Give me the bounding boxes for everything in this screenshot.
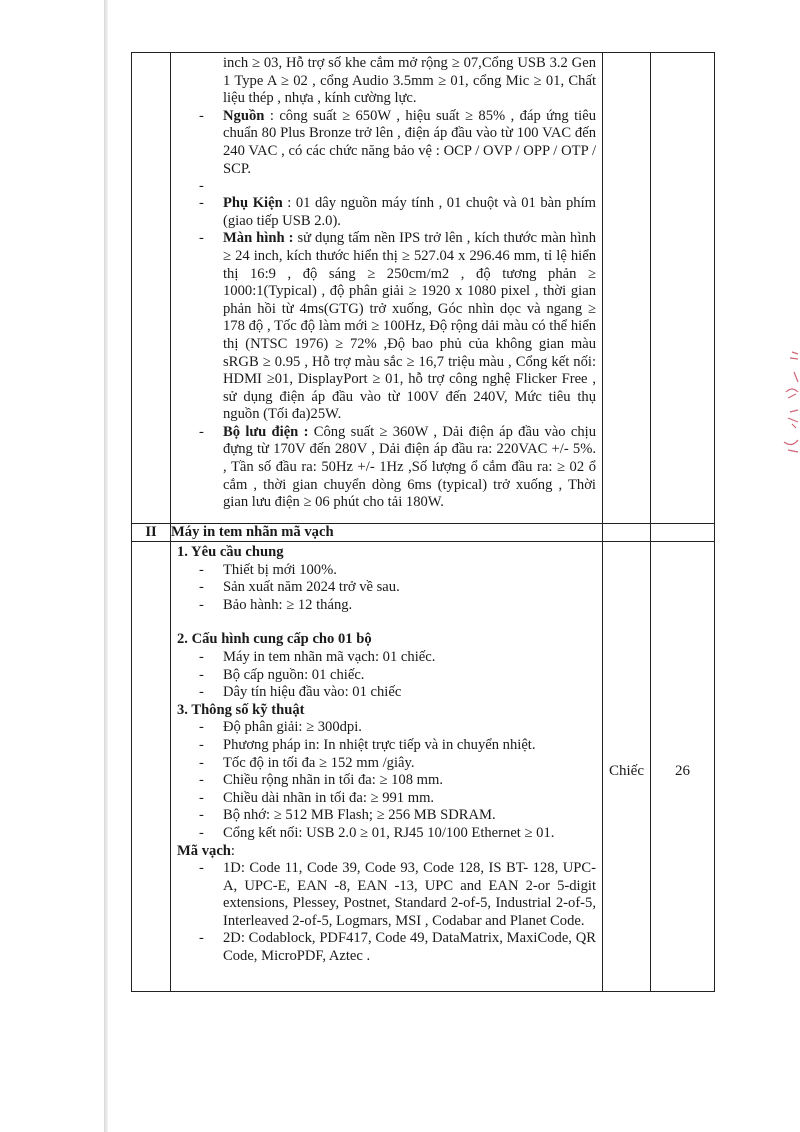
list-item: - Sản xuất năm 2024 trở về sau. bbox=[177, 579, 596, 597]
description-cell bbox=[171, 53, 603, 524]
description-cell bbox=[171, 542, 603, 992]
item-label: Nguồn bbox=[223, 107, 265, 124]
barcode-heading: Mã vạch bbox=[177, 842, 231, 859]
item-text: công suất ≥ 650W , hiệu suất ≥ 85% , đáp ứng tiêu chuẩn 80 Plus Bronze trở lên , điện áp đầu vào từ 100 VAC đến 240 VAC , có các chức năng bảo vệ : OCP / OVP / OPP / OTP / SCP. bbox=[223, 107, 596, 177]
list-item: - Thiết bị mới 100%. bbox=[177, 562, 596, 580]
item-text: sử dụng tấm nền IPS trở lên , kích thước màn hình ≥ 24 inch, kích thước hiển thị ≥ 527.04 x 296.46 mm, tỉ lệ hiển thị 16:9 , độ sáng ≥ 250cm/m2 , độ tương phản ≥ 1000:1(Typical) , độ phân giải ≥ 1920 x 1080 pixel , thời gian phản hồi từ 4ms(GTG) trở xuống, Góc nhìn dọc và ngang ≥ 178 độ , Tốc độ làm mới ≥ 100Hz, Độ rộng dải màu có thể hiển thị (NTSC 1976) ≥ 72% ,Độ bao phủ của không gian màu sRGB ≥ 0.95 , Hỗ trợ màu sắc ≥ 16,7 triệu màu , Cổng kết nối: HDMI ≥01, DisplayPort ≥ 01, hỗ trợ công nghệ Flicker Free , sử dụng điện áp đầu vào từ 100V đến 240V, Mức tiêu thụ nguồn (Tối đa)25W. bbox=[223, 230, 597, 423]
no-cell bbox=[132, 542, 171, 992]
page-binding-edge bbox=[104, 0, 108, 1132]
spacer bbox=[177, 178, 596, 195]
list-item: - Bộ nhớ: ≥ 512 MB Flash; ≥ 256 MB SDRAM. bbox=[177, 807, 596, 825]
spacer bbox=[177, 614, 596, 631]
item-text: Công suất ≥ 360W , Dải điện áp đầu vào chịu đựng từ 170V đến 280V , Dải điện áp đầu ra: 220VAC +/- 5%. , Tần số đầu ra: 50Hz +/- 1Hz ,Số lượng ổ cắm đầu ra: ≥ 02 ổ cắm , thời gian chuyển dòng 6ms (typical) trở xuống , Thời gian lưu điện ≥ 06 phút cho tải 180W. bbox=[223, 423, 597, 511]
unit-value: Chiếc bbox=[609, 763, 644, 779]
list-item-accessories: - Phụ Kiện : 01 dây nguồn máy tính , 01 chuột và 01 bàn phím (giao tiếp USB 2.0). bbox=[177, 195, 596, 230]
list-item: - Dây tín hiệu đầu vào: 01 chiếc bbox=[177, 684, 596, 702]
list-item: - Bảo hành: ≥ 12 tháng. bbox=[177, 597, 596, 615]
continuation-text: inch ≥ 03, Hỗ trợ số khe cắm mở rộng ≥ 07,Cổng USB 3.2 Gen 1 Type A ≥ 02 , cổng Audio 3.5mm ≥ 01, cổng Mic ≥ 01, Chất liệu thép , nhựa , kính cường lực. bbox=[223, 55, 596, 107]
quantity-value: 26 bbox=[675, 763, 690, 779]
general-list bbox=[177, 562, 596, 615]
unit-cell bbox=[603, 542, 651, 992]
table-row-continuation bbox=[132, 53, 715, 524]
config-heading: 2. Cấu hình cung cấp cho 01 bộ bbox=[177, 631, 372, 648]
list-item: - 2D: Codablock, PDF417, Code 49, DataMatrix, MaxiCode, QR Code, MicroPDF, Aztec . bbox=[177, 930, 596, 965]
quantity-cell bbox=[651, 524, 715, 542]
specs-heading: 3. Thông số kỹ thuật bbox=[177, 701, 305, 718]
list-item: - Bộ cấp nguồn: 01 chiếc. bbox=[177, 667, 596, 685]
list-item-monitor bbox=[177, 230, 596, 424]
list-item: - Tốc độ in tối đa ≥ 152 mm /giây. bbox=[177, 755, 596, 773]
barcode-heading-line: Mã vạch: bbox=[177, 842, 235, 859]
item-text: 01 dây nguồn máy tính , 01 chuột và 01 bàn phím (giao tiếp USB 2.0). bbox=[223, 195, 596, 229]
list-item-psu: - Nguồn : công suất ≥ 650W , hiệu suất ≥ 85% , đáp ứng tiêu chuẩn 80 Plus Bronze trở lên , điện áp đầu vào từ 100 VAC đến 240 VAC , có các chức năng bảo vệ : OCP / OVP / OPP / OTP / SCP. bbox=[177, 108, 596, 178]
item-label: Phụ Kiện bbox=[223, 195, 283, 212]
general-heading: 1. Yêu cầu chung bbox=[177, 544, 284, 560]
list-item: - Cổng kết nối: USB 2.0 ≥ 01, RJ45 10/100 Ethernet ≥ 01. bbox=[177, 825, 596, 843]
list-item: - Chiều rộng nhãn in tối đa: ≥ 108 mm. bbox=[177, 772, 596, 790]
section-number: II bbox=[132, 524, 171, 542]
item-label: Bộ lưu điện : bbox=[223, 423, 309, 440]
item-label: Màn hình : bbox=[223, 230, 294, 247]
config-list bbox=[177, 649, 596, 702]
unit-cell bbox=[603, 524, 651, 542]
list-item: - Máy in tem nhãn mã vạch: 01 chiếc. bbox=[177, 649, 596, 667]
section-title: Máy in tem nhãn mã vạch bbox=[171, 524, 603, 542]
table-row-section-body bbox=[132, 542, 715, 992]
list-item: - 1D: Code 11, Code 39, Code 93, Code 128, IS BT- 128, UPC-A, UPC-E, EAN -8, EAN -13, UPC and EAN 2-or 5-digit extensions, Plessey, Postnet, Standard 2-of-5, Industrial 2-of-5, Interleaved 2-of-5, Logmars, MSI , Codabar and Planet Code. bbox=[177, 860, 596, 930]
specs-list bbox=[177, 719, 596, 842]
unit-cell bbox=[603, 53, 651, 524]
component-list bbox=[177, 108, 596, 512]
quantity-cell bbox=[651, 53, 715, 524]
list-item: - Chiều dài nhãn in tối đa: ≥ 991 mm. bbox=[177, 790, 596, 808]
list-item-ups bbox=[177, 424, 596, 512]
spec-table bbox=[131, 52, 715, 992]
table-row-section-title bbox=[132, 524, 715, 542]
no-cell bbox=[132, 53, 171, 524]
list-item: - Phương pháp in: In nhiệt trực tiếp và in chuyển nhiệt. bbox=[177, 737, 596, 755]
quantity-cell bbox=[651, 542, 715, 992]
stamp-fragment bbox=[778, 350, 800, 470]
barcode-list bbox=[177, 860, 596, 966]
list-item: - Độ phân giải: ≥ 300dpi. bbox=[177, 719, 596, 737]
